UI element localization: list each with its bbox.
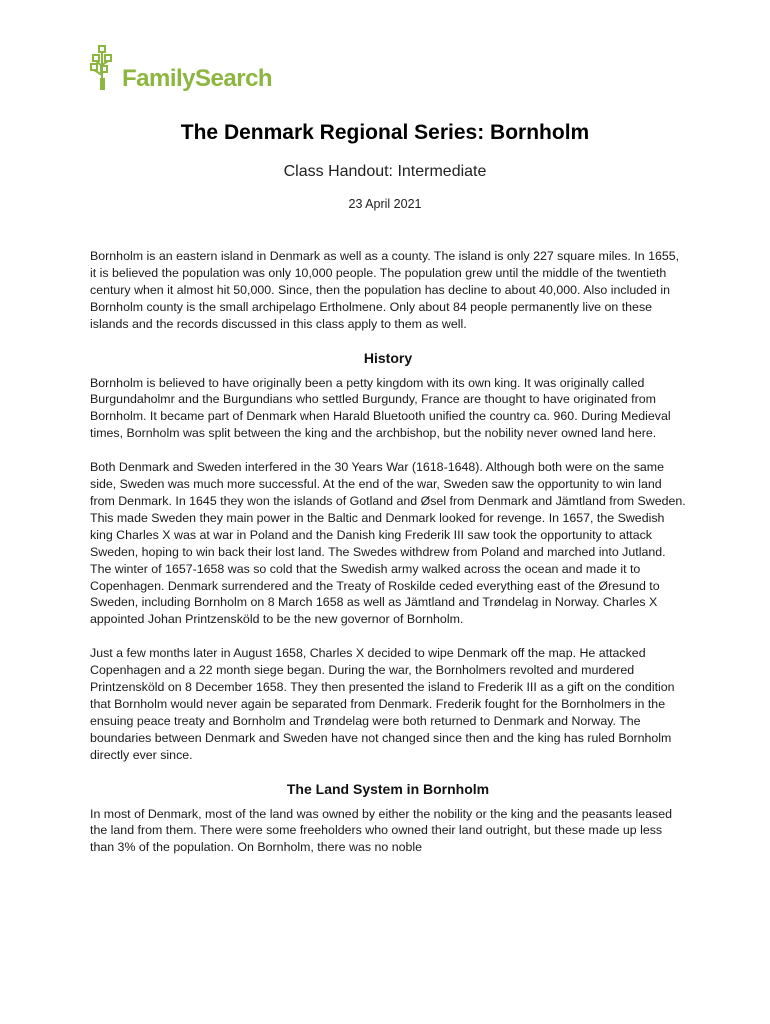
page-subtitle: Class Handout: Intermediate: [283, 163, 487, 180]
history-paragraph: Bornholm is believed to have originally been a petty kingdom with its own king. It was originally called Burgundaholmr and the Burgundians who settled Burgundy, France are thought to have originated from Bornholm. It became part of Denmark when Harald Bluetooth unified the country ca. 960. During Medieval times, Bornholm was split between the king and the archbishop, but the nobility never owned land here.: [90, 375, 671, 441]
history-heading: History: [363, 349, 413, 366]
document-body: [90, 248, 686, 873]
history-paragraph: Both Denmark and Sweden interfered in the 30 Years War (1618-1648). Although both were on the same side, Sweden was much more successful. At the end of the war, Sweden saw the opportunity to win land from Denmark. In 1645 they won the islands of Gotland and Øsel from Denmark and Jämtland from Sweden. This made Sweden they main power in the Baltic and Denmark looked for revenge. In 1657, the Swedish king Charles X was at war in Poland and the Danish king Frederik III saw took the opportunity to attack Sweden, hoping to win back their lost land. The Swedes withdrew from Poland and marched into Jutland. The winter of 1657-1658 was so cold that the Swedish army walked across the ocean and made it to Copenhagen. Denmark surrendered and the Treaty of Roskilde ceded everything east of the Øresund to Sweden, including Bornholm on 8 March 1658 as well as Jämtland and Trøndelag in Norway. Charles X appointed Johan Printzensköld to be the new governor of Bornholm.: [90, 460, 686, 627]
intro-paragraph: Bornholm is an eastern island in Denmark as well as a county. The island is only 227 square miles. In 1655, it is believed the population was only 10,000 people. The population grew until the middle of the twentieth century when it almost hit 50,000. Since, then the population has decline to about 40,000. Also included in Bornholm county is the small archipelago Ertholmene. Only about 84 people permanently live on these islands and the records discussed in this class apply to them as well.: [90, 249, 680, 331]
history-paragraph: Just a few months later in August 1658, Charles X decided to wipe Denmark off the map. He attacked Copenhagen and a 22 month siege began. During the war, the Bornholmers revolted and murdered Printzensköld on 8 December 1658. They then presented the island to Frederik III as a gift on the condition that Bornholm would never again be separated from Denmark. Frederik fought for the Bornholmers in the ensuing peace treaty and Bornholm and Trøndelag were both returned to Denmark and Norway. The boundaries between Denmark and Sweden have not changed since then and the king has ruled Bornholm directly ever since.: [90, 646, 675, 762]
land-system-paragraph: In most of Denmark, most of the land was owned by either the nobility or the king and the peasants leased the land from them. There were some freeholders who owned their land outright, but these made up less than 3% of the population. On Bornholm, there was no noble: [90, 806, 673, 855]
family-tree-icon: [90, 44, 120, 94]
logo-wordmark: FamilySearch: [122, 65, 273, 92]
document-date: 23 April 2021: [348, 197, 422, 211]
page-title: The Denmark Regional Series: Bornholm: [180, 121, 590, 144]
land-system-heading: The Land System in Bornholm: [286, 780, 490, 797]
familysearch-logo: [90, 44, 272, 94]
